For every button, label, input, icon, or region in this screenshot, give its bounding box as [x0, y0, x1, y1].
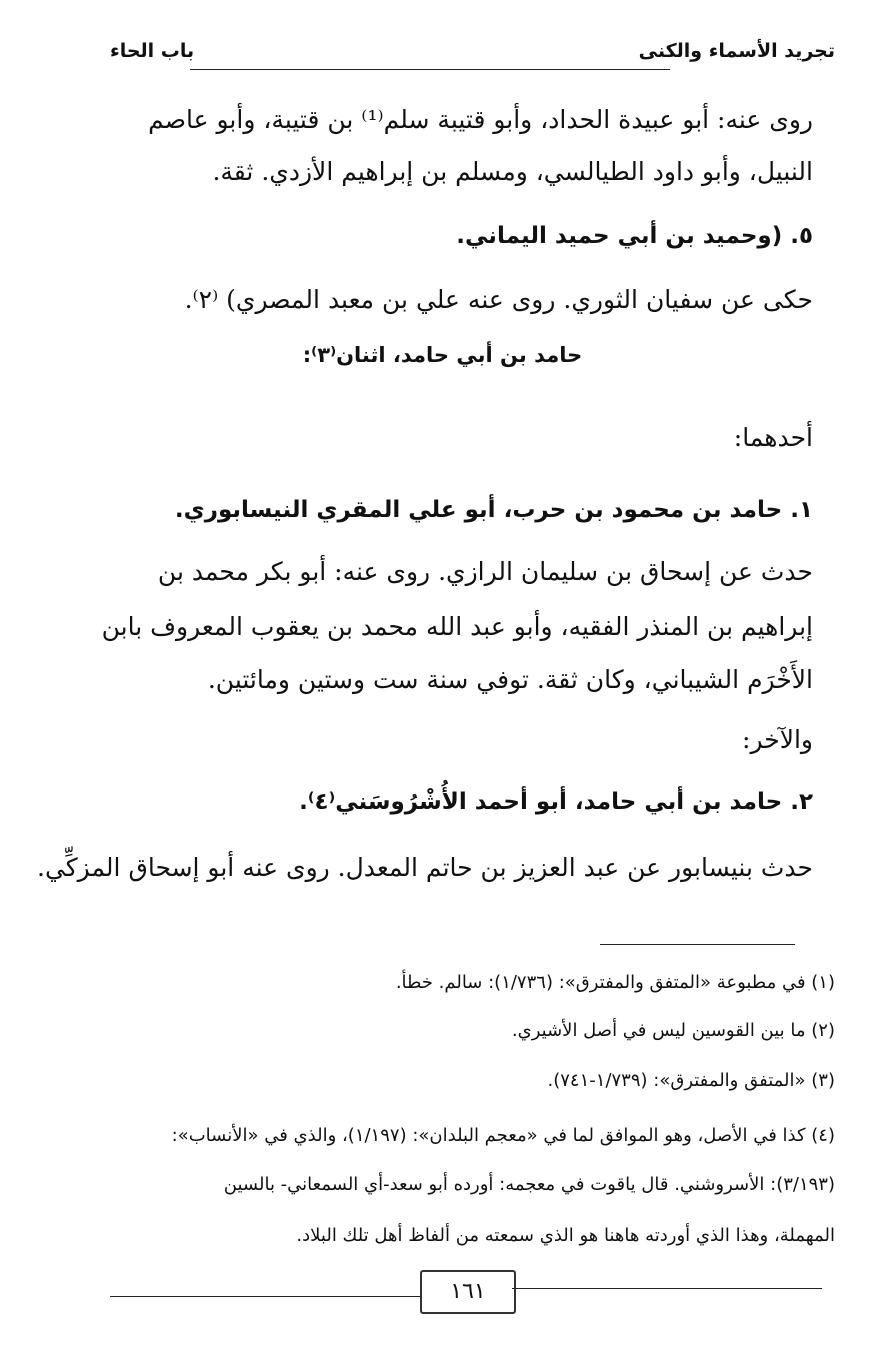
footnote: (٤) كذا في الأصل، وهو الموافق لما في «معجم البلدان»: (١/١٩٧)، والذي في «الأنساب»:: [171, 1125, 835, 1146]
body-line: حكى عن سفيان الثوري. روى عنه علي بن معبد المصري) ⁽٢⁾.: [184, 285, 813, 314]
footer-rule-left: [110, 1296, 420, 1297]
footnote: (١) في مطبوعة «المتفق والمفترق»: (١/٧٣٦): سالم. خطأ.: [395, 972, 835, 993]
running-header-title: تجريد الأسماء والكنى: [638, 40, 835, 62]
body-line: إبراهيم بن المنذر الفقيه، وأبو عبد الله محمد بن يعقوب المعروف بابن: [101, 612, 813, 641]
body-line: روى عنه: أبو عبيدة الحداد، وأبو قتيبة سلم⁽¹⁾ بن قتيبة، وأبو عاصم: [148, 105, 813, 134]
footnote-separator: [600, 944, 795, 945]
body-line: الأَخْرَم الشيباني، وكان ثقة. توفي سنة ست وستين ومائتين.: [207, 665, 813, 694]
body-line: النبيل، وأبو داود الطيالسي، ومسلم بن إبراهيم الأزدي. ثقة.: [212, 157, 813, 186]
entry-heading: ١. حامد بن محمود بن حرب، أبو علي المقري النيسابوري.: [174, 497, 813, 523]
footnote: (٢) ما بين القوسين ليس في أصل الأشيري.: [511, 1020, 835, 1041]
body-line: حدث بنيسابور عن عبد العزيز بن حاتم المعدل. روى عنه أبو إسحاق المزكِّي.: [37, 853, 813, 882]
section-title: حامد بن أبي حامد، اثنان⁽٣⁾:: [302, 343, 583, 367]
footnote: المهملة، وهذا الذي أوردته هاهنا هو الذي سمعته من ألفاظ أهل تلك البلاد.: [296, 1225, 835, 1246]
footnote: (٣/١٩٣): الأسروشني. قال ياقوت في معجمه: أورده أبو سعد-أي السمعاني- بالسين: [223, 1174, 835, 1195]
footer-rule-right: [512, 1288, 822, 1289]
running-header-chapter: باب الحاء: [110, 40, 195, 62]
page-number: ١٦١: [420, 1270, 516, 1314]
body-line: حدث عن إسحاق بن سليمان الرازي. روى عنه: أبو بكر محمد بن: [157, 557, 813, 586]
header-rule: [190, 69, 670, 70]
entry-heading: ٢. حامد بن أبي حامد، أبو أحمد الأُشْرُوسَني⁽٤⁾.: [299, 789, 813, 815]
body-line: أحدهما:: [733, 423, 813, 452]
body-line: والآخر:: [742, 725, 813, 754]
footnote: (٣) «المتفق والمفترق»: (١/٧٣٩-٧٤١).: [547, 1070, 835, 1091]
entry-heading: ٥. (وحميد بن أبي حميد اليماني.: [456, 223, 813, 249]
